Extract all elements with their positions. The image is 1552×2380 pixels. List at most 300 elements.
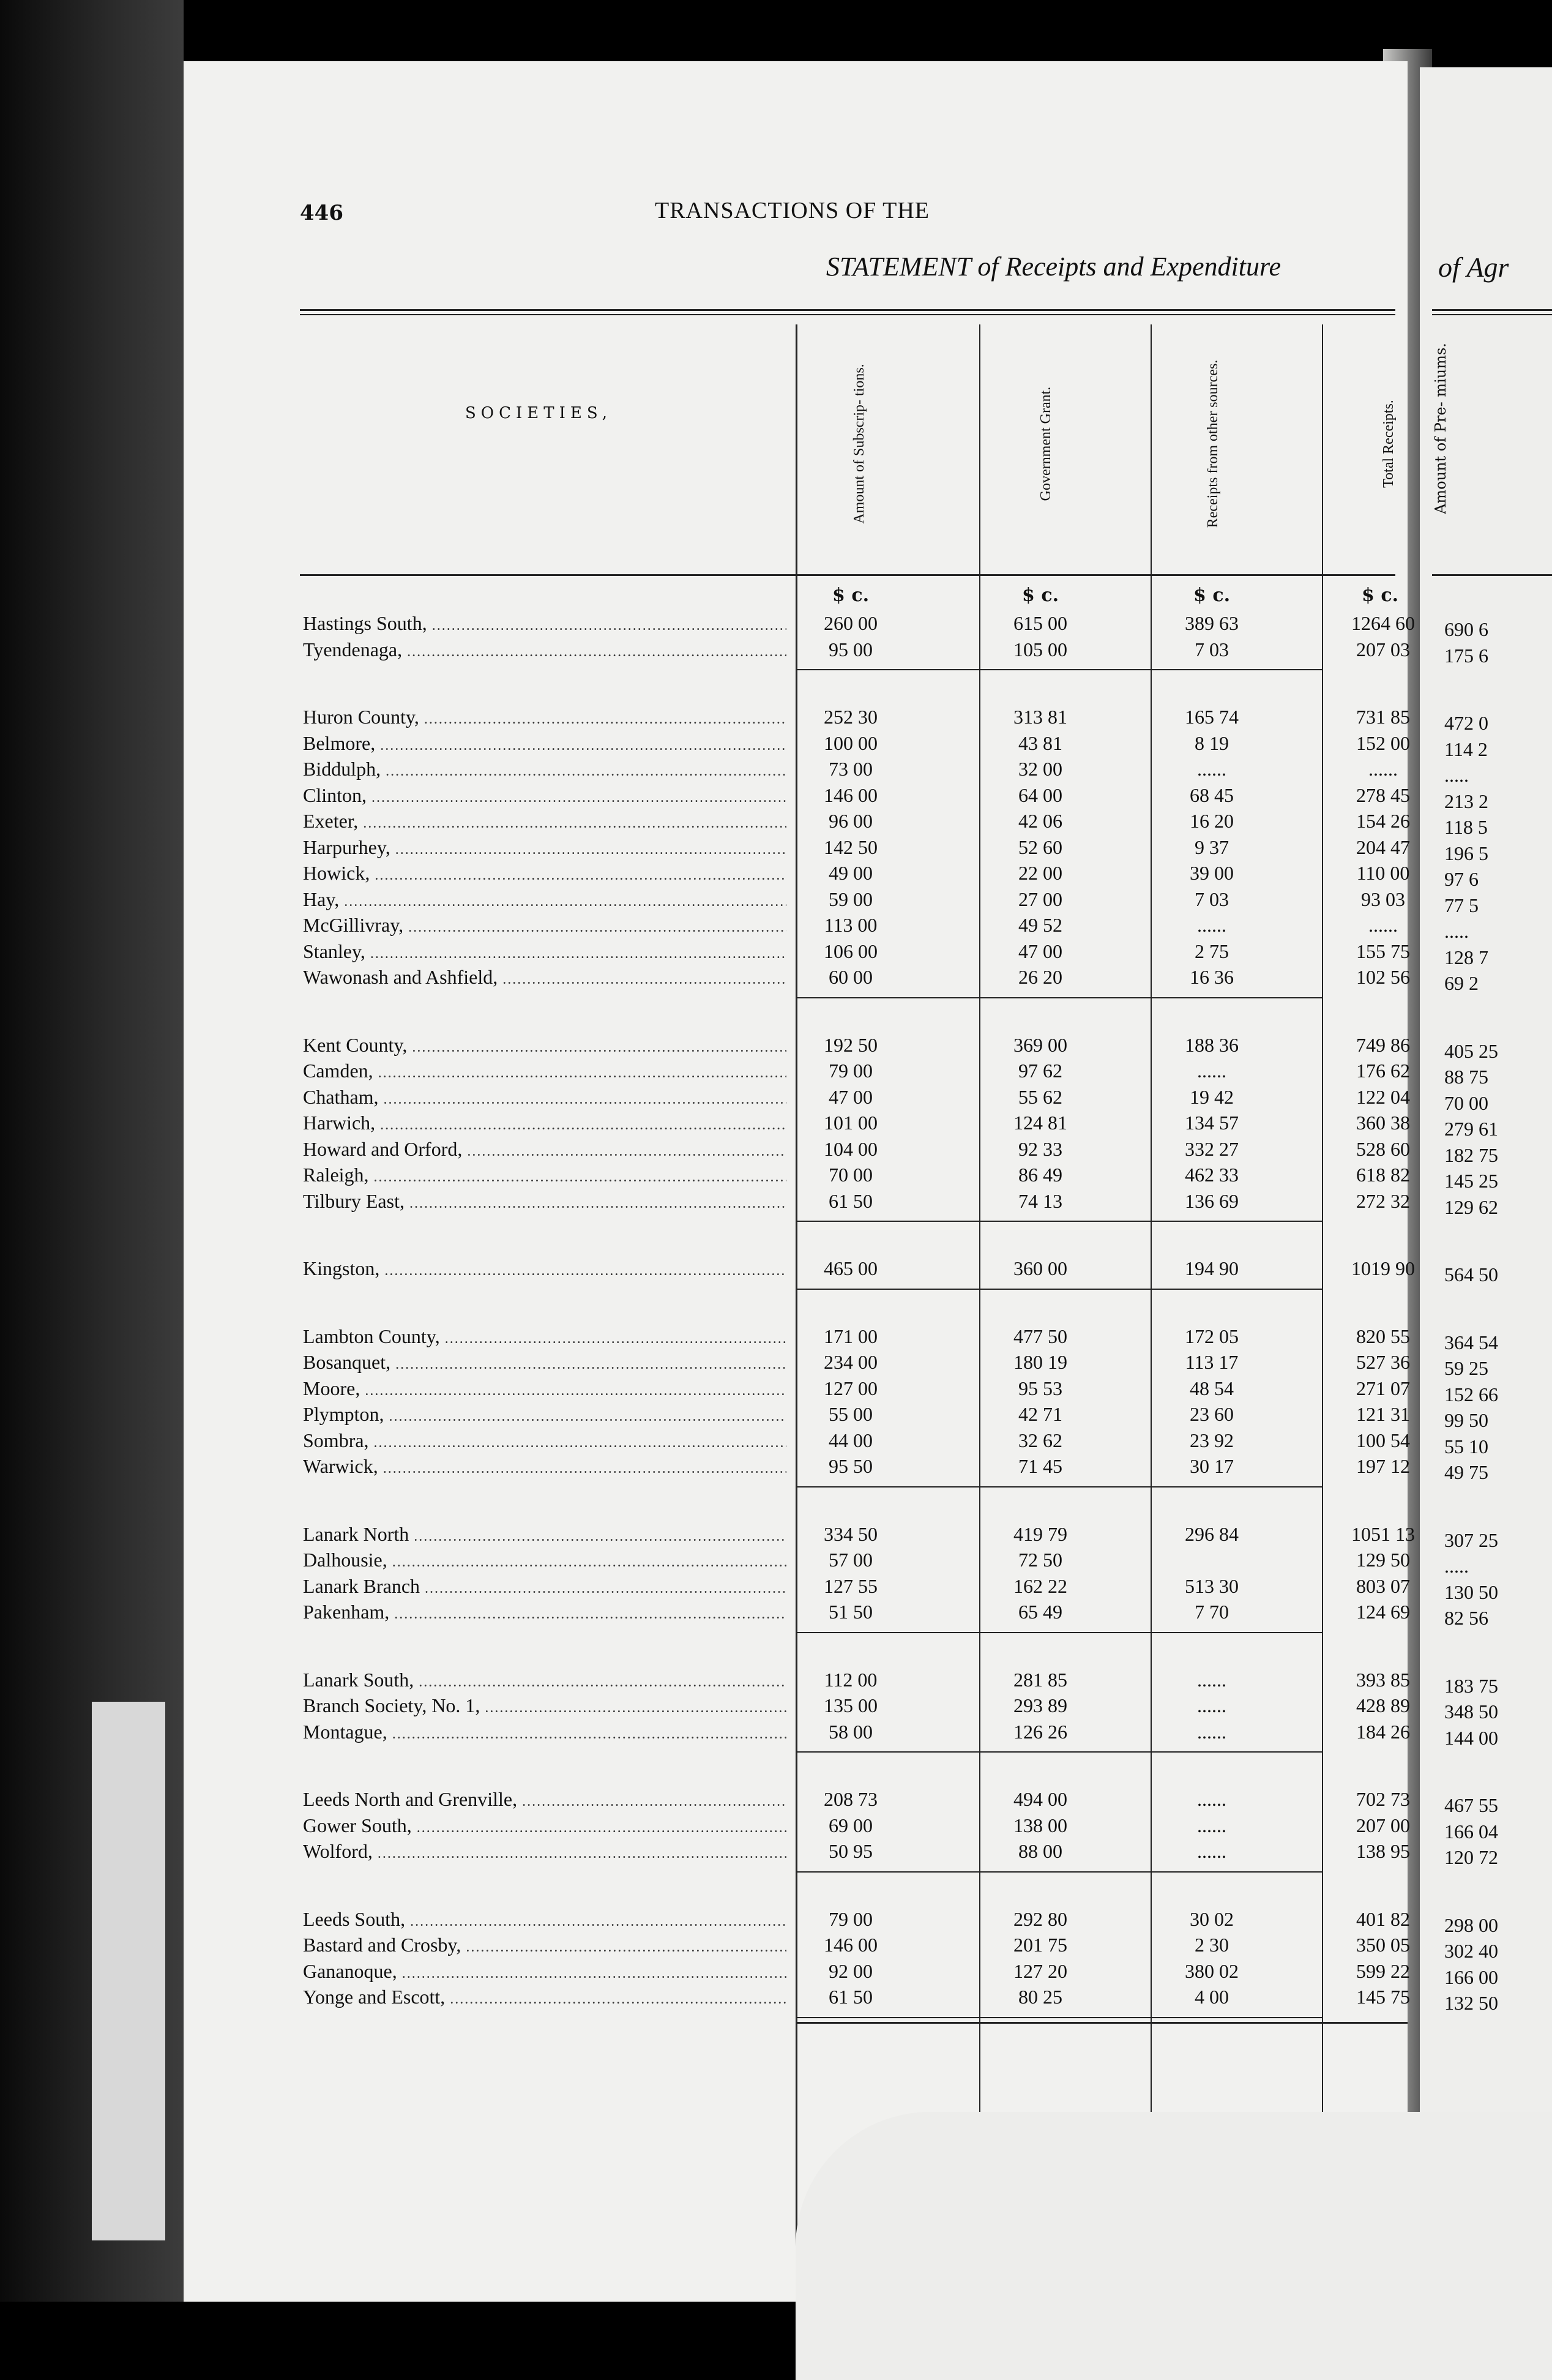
grant-cell: 126 26 (1013, 1720, 1067, 1743)
other-receipts-cell: 19 42 (1190, 1085, 1234, 1108)
society-name: Tilbury East, ..... (303, 1190, 786, 1213)
grant-cell: 105 00 (1013, 638, 1067, 660)
other-receipts-cell: ...... (1197, 1814, 1226, 1836)
grant-cell: 32 62 (1018, 1429, 1062, 1451)
subscription-cell: 44 00 (829, 1429, 873, 1451)
table-row (184, 1257, 1415, 1283)
other-receipts-cell: 113 17 (1185, 1351, 1239, 1373)
subscription-cell: 100 00 (824, 732, 878, 754)
premium-value: 302 40 (1444, 1940, 1498, 1962)
other-receipts-cell: 389 63 (1185, 612, 1239, 634)
society-name: Pakenham, ..... (303, 1601, 786, 1623)
premium-value: 564 50 (1444, 1263, 1498, 1285)
table-row (184, 1788, 1408, 1814)
total-cell: 731 85 (1356, 706, 1410, 728)
society-name: Dalhousie, ..... (303, 1549, 786, 1571)
subscription-cell: 57 00 (829, 1549, 873, 1571)
table-row (184, 914, 1408, 940)
other-receipts-cell: 2 30 (1195, 1934, 1229, 1956)
subscription-cell: 252 30 (824, 706, 878, 728)
grant-cell: 477 50 (1013, 1325, 1067, 1347)
total-cell: 100 54 (1356, 1429, 1410, 1451)
subscription-cell: 234 00 (824, 1351, 878, 1373)
subscription-cell: 171 00 (824, 1325, 878, 1347)
table-row (184, 862, 1408, 888)
other-receipts-cell: 7 03 (1195, 638, 1229, 660)
society-name: Warwick, ..... (303, 1455, 786, 1478)
table-row (184, 1164, 1408, 1189)
grant-cell: 32 00 (1018, 758, 1062, 780)
facing-page-header-rule (1432, 574, 1552, 576)
society-name: Howard and Orford, ..... (303, 1138, 786, 1161)
grant-cell: 369 00 (1013, 1033, 1067, 1056)
table-row (184, 1138, 1408, 1164)
table-row (184, 966, 1408, 992)
society-name: Raleigh, ..... (303, 1164, 786, 1186)
subscription-cell: 146 00 (824, 1934, 878, 1956)
total-cell: 155 75 (1356, 940, 1410, 962)
subscription-cell: 70 00 (829, 1164, 873, 1186)
total-cell: 124 69 (1356, 1601, 1410, 1623)
society-name: Camden, ..... (303, 1060, 786, 1082)
subscription-cell: 260 00 (824, 612, 878, 634)
header-top-rule (300, 309, 1395, 311)
total-cell: 618 82 (1356, 1164, 1410, 1186)
header-top-rule-2 (300, 314, 1395, 315)
subscription-cell: 47 00 (829, 1085, 873, 1108)
grant-cell: 494 00 (1013, 1788, 1067, 1810)
society-name: Belmore, ..... (303, 732, 786, 755)
total-cell: 176 62 (1356, 1060, 1410, 1082)
subscription-cell: 79 00 (829, 1060, 873, 1082)
table-row (184, 758, 1408, 784)
grant-cell: 55 62 (1018, 1085, 1062, 1108)
group-divider (796, 997, 1322, 998)
other-receipts-cell: ...... (1197, 1720, 1226, 1743)
total-cell: 207 03 (1356, 638, 1410, 660)
subscription-cell: 92 00 (829, 1959, 873, 1982)
grant-cell: 97 62 (1018, 1060, 1062, 1082)
premium-value: 129 62 (1444, 1196, 1498, 1218)
book-page (184, 61, 1415, 2302)
society-name: Gananoque, ..... (303, 1960, 786, 1983)
total-cell: 749 86 (1356, 1033, 1410, 1056)
column-header-total-receipts: Total Receipts. (1381, 400, 1397, 488)
society-name: Harwich, ..... (303, 1112, 786, 1134)
total-cell: 102 56 (1356, 966, 1410, 988)
table-row (184, 1814, 1408, 1840)
total-cell: 152 00 (1356, 732, 1410, 754)
premium-value: 88 75 (1444, 1066, 1488, 1088)
total-cell: 129 50 (1356, 1549, 1410, 1571)
premium-value: 472 0 (1444, 712, 1488, 734)
other-receipts-cell: 16 36 (1190, 966, 1234, 988)
grant-cell: 72 50 (1018, 1549, 1062, 1571)
society-name: Montague, ..... (303, 1721, 786, 1743)
group-divider (796, 1632, 1322, 1633)
total-cell: 278 45 (1356, 784, 1410, 806)
facing-page-top-rule (1432, 309, 1552, 311)
premium-value: 307 25 (1444, 1529, 1498, 1551)
society-name: Wolford, ..... (303, 1840, 786, 1863)
other-receipts-cell: ...... (1197, 1694, 1226, 1716)
total-cell: 401 82 (1356, 1907, 1410, 1930)
society-name: Stanley, ..... (303, 940, 786, 963)
premium-value: 196 5 (1444, 842, 1488, 864)
table-row (184, 888, 1408, 914)
other-receipts-cell: 380 02 (1185, 1959, 1239, 1982)
total-cell: 393 85 (1356, 1668, 1410, 1691)
grant-cell: 615 00 (1013, 612, 1067, 634)
societies-header: SOCIETIES, (465, 404, 613, 422)
grant-cell: 47 00 (1018, 940, 1062, 962)
other-receipts-cell: 7 03 (1195, 888, 1229, 910)
bottom-light-patch (796, 2112, 1552, 2380)
premium-value: 213 2 (1444, 790, 1488, 812)
premium-value: 77 5 (1444, 894, 1479, 916)
table-row (184, 940, 1408, 966)
other-receipts-cell: 165 74 (1185, 706, 1239, 728)
total-cell: 527 36 (1356, 1351, 1410, 1373)
statement-title: STATEMENT of Receipts and Expenditure (826, 252, 1282, 282)
total-cell: 428 89 (1356, 1694, 1410, 1716)
subscription-cell: 127 00 (824, 1377, 878, 1399)
group-divider (796, 2017, 1322, 2018)
society-name: Clinton, ..... (303, 784, 786, 807)
grant-cell: 292 80 (1013, 1907, 1067, 1930)
total-cell: 803 07 (1356, 1574, 1410, 1597)
grant-cell: 49 52 (1018, 914, 1062, 936)
society-name: Biddulph, ..... (303, 758, 786, 780)
table-row (184, 836, 1408, 862)
subscription-cell: 60 00 (829, 966, 873, 988)
grant-cell: 42 06 (1018, 810, 1062, 832)
subscription-cell: 135 00 (824, 1694, 878, 1716)
premium-value: 145 25 (1444, 1170, 1498, 1192)
society-name: Wawonash and Ashfield, ..... (303, 966, 786, 989)
other-receipts-cell: 9 37 (1195, 836, 1229, 858)
total-cell: 272 32 (1356, 1189, 1410, 1212)
facing-page-top-rule-2 (1432, 314, 1552, 315)
subscription-cell: 465 00 (824, 1257, 878, 1279)
table-bottom-rule (796, 2022, 1408, 2024)
total-cell: 207 00 (1356, 1814, 1410, 1836)
premium-value: 690 6 (1444, 618, 1488, 640)
column-header-other-receipts: Receipts from other sources. (1205, 359, 1221, 528)
premium-value: 82 56 (1444, 1607, 1488, 1629)
premium-value: 128 7 (1444, 946, 1488, 968)
other-receipts-cell: 136 69 (1185, 1189, 1239, 1212)
subscription-cell: 50 95 (829, 1840, 873, 1862)
premium-value: 69 2 (1444, 972, 1479, 994)
other-receipts-cell: 68 45 (1190, 784, 1234, 806)
table-row (184, 732, 1408, 758)
society-name: Howick, ..... (303, 862, 786, 885)
other-receipts-cell: 462 33 (1185, 1164, 1239, 1186)
total-cell: ...... (1368, 758, 1398, 780)
table-row (184, 1549, 1408, 1574)
society-name: Leeds South, ..... (303, 1908, 786, 1931)
total-cell: 145 75 (1356, 1986, 1410, 2008)
grant-cell: 127 20 (1013, 1959, 1067, 1982)
total-cell: ...... (1368, 914, 1398, 936)
subscription-cell: 142 50 (824, 836, 878, 858)
table-row (184, 1403, 1408, 1429)
society-name: Leeds North and Grenville, ..... (303, 1788, 786, 1811)
premium-value: 130 50 (1444, 1581, 1498, 1603)
society-name: Sombra, ..... (303, 1429, 786, 1452)
premium-value: ..... (1444, 1555, 1469, 1577)
group-divider (796, 1751, 1322, 1753)
subscription-cell: 104 00 (824, 1137, 878, 1160)
subscription-cell: 208 73 (824, 1788, 878, 1810)
premium-value: 348 50 (1444, 1701, 1498, 1723)
group-divider (796, 1221, 1322, 1222)
subscription-cell: 334 50 (824, 1522, 878, 1545)
subscription-cell: 61 50 (829, 1189, 873, 1212)
grant-cell: 360 00 (1013, 1257, 1067, 1279)
society-name: Yonge and Escott, ..... (303, 1986, 786, 2008)
premium-value: 467 55 (1444, 1794, 1498, 1816)
facing-page (1420, 67, 1552, 2308)
other-receipts-cell: 30 02 (1190, 1907, 1234, 1930)
other-receipts-cell: 2 75 (1195, 940, 1229, 962)
subscription-cell: 69 00 (829, 1814, 873, 1836)
total-cell: 154 26 (1356, 810, 1410, 832)
premium-value: 364 54 (1444, 1331, 1498, 1353)
grant-cell: 64 00 (1018, 784, 1062, 806)
unit-label-col1: $ c. (832, 585, 870, 606)
grant-cell: 22 00 (1018, 862, 1062, 884)
subscription-cell: 61 50 (829, 1986, 873, 2008)
grant-cell: 201 75 (1013, 1934, 1067, 1956)
other-receipts-cell: ...... (1197, 1060, 1226, 1082)
premium-value: 97 6 (1444, 868, 1479, 890)
premium-value: 120 72 (1444, 1846, 1498, 1868)
other-receipts-cell: 4 00 (1195, 1986, 1229, 2008)
group-divider (796, 669, 1322, 670)
subscription-cell: 73 00 (829, 758, 873, 780)
grant-cell: 65 49 (1018, 1601, 1062, 1623)
society-name: Bosanquet, ..... (303, 1351, 786, 1374)
total-cell: 702 73 (1356, 1788, 1410, 1810)
grant-cell: 42 71 (1018, 1403, 1062, 1425)
total-cell: 271 07 (1356, 1377, 1410, 1399)
grant-cell: 52 60 (1018, 836, 1062, 858)
other-receipts-cell: 48 54 (1190, 1377, 1234, 1399)
other-receipts-cell: 513 30 (1185, 1574, 1239, 1597)
subscription-cell: 49 00 (829, 862, 873, 884)
table-row (184, 638, 1408, 664)
society-name: Lanark Branch ..... (303, 1575, 786, 1598)
other-receipts-cell: 332 27 (1185, 1137, 1239, 1160)
unit-label-col3: $ c. (1193, 585, 1231, 606)
other-receipts-cell: 30 17 (1190, 1455, 1234, 1477)
table-row (184, 1034, 1408, 1060)
premium-value: ..... (1444, 764, 1469, 786)
grant-cell: 86 49 (1018, 1164, 1062, 1186)
other-receipts-cell: 172 05 (1185, 1325, 1239, 1347)
grant-cell: 71 45 (1018, 1455, 1062, 1477)
other-receipts-cell: 134 57 (1185, 1112, 1239, 1134)
total-cell: 110 00 (1356, 862, 1410, 884)
table-row (184, 1601, 1408, 1626)
grant-cell: 88 00 (1018, 1840, 1062, 1862)
grant-cell: 313 81 (1013, 706, 1067, 728)
subscription-cell: 146 00 (824, 784, 878, 806)
grant-cell: 74 13 (1018, 1189, 1062, 1212)
premium-value: 132 50 (1444, 1992, 1498, 2014)
table-row (184, 1986, 1408, 2011)
grant-cell: 281 85 (1013, 1668, 1067, 1691)
society-name: Hay, ..... (303, 888, 786, 911)
total-cell: 528 60 (1356, 1137, 1410, 1160)
running-head: TRANSACTIONS OF THE (655, 198, 930, 223)
facing-page-column-header: Amount of Pre- miums. (1432, 343, 1449, 514)
society-name: Kingston, ..... (303, 1257, 786, 1280)
subscription-cell: 96 00 (829, 810, 873, 832)
page-number: 446 (300, 201, 343, 225)
premium-value: 114 2 (1444, 738, 1488, 760)
table-row (184, 1377, 1408, 1403)
other-receipts-cell: 296 84 (1185, 1522, 1239, 1545)
premium-value: 70 00 (1444, 1091, 1488, 1114)
subscription-cell: 192 50 (824, 1033, 878, 1056)
subscription-cell: 55 00 (829, 1403, 873, 1425)
premium-value: 183 75 (1444, 1674, 1498, 1697)
table-row (184, 1455, 1408, 1481)
table-row (184, 1325, 1408, 1351)
total-cell: 93 03 (1361, 888, 1405, 910)
subscription-cell: 95 50 (829, 1455, 873, 1477)
table-row (184, 1669, 1408, 1694)
society-name: Branch Society, No. 1, ..... (303, 1694, 786, 1717)
society-name: Kent County, ..... (303, 1034, 786, 1057)
subscription-cell: 59 00 (829, 888, 873, 910)
society-name: Exeter, ..... (303, 810, 786, 833)
table-row (184, 612, 1415, 638)
premium-value: 59 25 (1444, 1357, 1488, 1379)
premium-value: 118 5 (1444, 816, 1488, 838)
grant-cell: 80 25 (1018, 1986, 1062, 2008)
group-divider (796, 1871, 1322, 1873)
table-row (184, 1429, 1408, 1455)
society-name: Harpurhey, ..... (303, 836, 786, 859)
subscription-cell: 113 00 (824, 914, 878, 936)
table-row (184, 1960, 1408, 1986)
total-cell: 360 38 (1356, 1112, 1410, 1134)
grant-cell: 180 19 (1013, 1351, 1067, 1373)
premium-value: 175 6 (1444, 644, 1488, 667)
other-receipts-cell: 23 92 (1190, 1429, 1234, 1451)
total-cell: 121 31 (1356, 1403, 1410, 1425)
unit-label-col4: $ c. (1362, 585, 1399, 606)
unit-label-col2: $ c. (1022, 585, 1059, 606)
society-name: Huron County, ..... (303, 706, 786, 728)
column-header-subscriptions: Amount of Subscrip- tions. (851, 364, 867, 524)
grant-cell: 162 22 (1013, 1574, 1067, 1597)
total-cell: 820 55 (1356, 1325, 1410, 1347)
total-cell: 184 26 (1356, 1720, 1410, 1743)
premium-value: 182 75 (1444, 1143, 1498, 1166)
other-receipts-cell: ...... (1197, 914, 1226, 936)
society-name: Gower South, ..... (303, 1814, 786, 1837)
table-row (184, 1575, 1408, 1601)
table-row (184, 1934, 1408, 1959)
grant-cell: 293 89 (1013, 1694, 1067, 1716)
total-cell: 204 47 (1356, 836, 1410, 858)
column-header-government-grant: Government Grant. (1038, 386, 1054, 501)
total-cell: 122 04 (1356, 1085, 1410, 1108)
table-row (184, 1351, 1408, 1377)
society-name: Lanark South, ..... (303, 1669, 786, 1691)
other-receipts-cell: ...... (1197, 1788, 1226, 1810)
table-row (184, 1721, 1408, 1746)
other-receipts-cell: 23 60 (1190, 1403, 1234, 1425)
table-row (184, 1840, 1408, 1866)
grant-cell: 27 00 (1018, 888, 1062, 910)
total-cell: 599 22 (1356, 1959, 1410, 1982)
society-name: Plympton, ..... (303, 1403, 786, 1426)
society-name: Lambton County, ..... (303, 1325, 786, 1348)
group-divider (796, 1486, 1322, 1488)
other-receipts-cell: 188 36 (1185, 1033, 1239, 1056)
grant-cell: 92 33 (1018, 1137, 1062, 1160)
subscription-cell: 106 00 (824, 940, 878, 962)
other-receipts-cell: ...... (1197, 1668, 1226, 1691)
book-edge-strip (92, 1702, 165, 2240)
total-cell: 1051 13 (1351, 1522, 1415, 1545)
society-name: Hastings South, ..... (303, 612, 786, 635)
society-name: Lanark North ..... (303, 1523, 786, 1546)
premium-value: 99 50 (1444, 1409, 1488, 1431)
other-receipts-cell: 194 90 (1185, 1257, 1239, 1279)
premium-value: 152 66 (1444, 1383, 1498, 1405)
table-row (184, 810, 1408, 836)
table-row (184, 784, 1408, 810)
group-divider (796, 1289, 1322, 1290)
premium-value: 49 75 (1444, 1461, 1488, 1483)
table-row (184, 1060, 1408, 1085)
grant-cell: 43 81 (1018, 732, 1062, 754)
total-cell: 1019 90 (1351, 1257, 1415, 1279)
subscription-cell: 58 00 (829, 1720, 873, 1743)
subscription-cell: 127 55 (824, 1574, 878, 1597)
premium-value: ..... (1444, 920, 1469, 942)
grant-cell: 138 00 (1013, 1814, 1067, 1836)
society-name: McGillivray, ..... (303, 914, 786, 937)
premium-value: 166 00 (1444, 1966, 1498, 1988)
premium-value: 298 00 (1444, 1914, 1498, 1936)
grant-cell: 124 81 (1013, 1112, 1067, 1134)
society-name: Tyendenaga, ..... (303, 638, 786, 661)
premium-value: 55 10 (1444, 1435, 1488, 1458)
subscription-cell: 101 00 (824, 1112, 878, 1134)
facing-page-title: of Agr (1438, 252, 1509, 283)
total-cell: 138 95 (1356, 1840, 1410, 1862)
table-row (184, 1190, 1408, 1216)
subscription-cell: 79 00 (829, 1907, 873, 1930)
other-receipts-cell: 39 00 (1190, 862, 1234, 884)
other-receipts-cell: 7 70 (1195, 1601, 1229, 1623)
subscription-cell: 112 00 (824, 1668, 878, 1691)
subscription-cell: 51 50 (829, 1601, 873, 1623)
table-row (184, 1522, 1415, 1549)
total-cell: 197 12 (1356, 1455, 1410, 1477)
grant-cell: 419 79 (1013, 1522, 1067, 1545)
premium-value: 405 25 (1444, 1039, 1498, 1062)
table-row (184, 1112, 1408, 1137)
